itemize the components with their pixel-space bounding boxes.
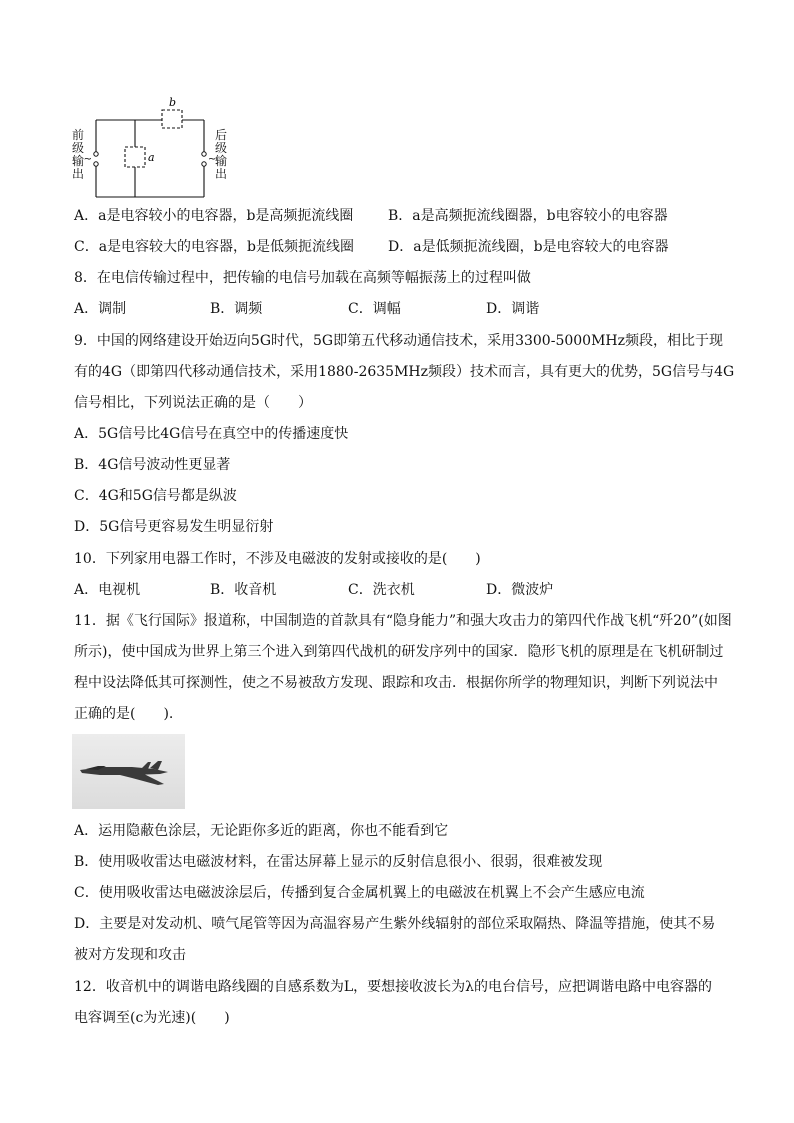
component-b-box bbox=[162, 110, 182, 128]
right-terminal-top bbox=[202, 152, 206, 156]
q8-option-b[interactable]: B．调频 bbox=[210, 301, 263, 317]
jet-icon bbox=[72, 734, 185, 809]
q12-stem-line2: 电容调至(c为光速)( ) bbox=[74, 1010, 230, 1026]
left-label-1: 前 bbox=[72, 128, 85, 142]
left-label-3: 输 bbox=[72, 154, 85, 168]
q9-option-a[interactable]: A．5G信号比4G信号在真空中的传播速度快 bbox=[74, 426, 349, 442]
q9-option-d[interactable]: D．5G信号更容易发生明显衍射 bbox=[74, 519, 274, 535]
q10-option-c[interactable]: C．洗衣机 bbox=[348, 582, 415, 598]
q11-option-d-line1[interactable]: D．主要是对发动机、喷气尾管等因为高温容易产生紫外线辐射的部位采取隔热、降温等措施，使其不易 bbox=[74, 916, 716, 932]
q9-stem-line2: 有的4G（即第四代移动通信技术，采用1880-2635MHz频段）技术而言，具有更大的优势，5G信号与4G bbox=[74, 364, 735, 380]
left-terminal-top bbox=[94, 152, 98, 156]
left-label-2: 级 bbox=[72, 141, 85, 155]
right-label-4: 出 bbox=[215, 167, 228, 181]
q11-option-b[interactable]: B．使用吸收雷达电磁波材料，在雷达屏幕上显示的反射信息很小、很弱，很难被发现 bbox=[74, 854, 603, 870]
q8-stem: 8．在电信传输过程中，把传输的电信号加载在高频等幅振荡上的过程叫做 bbox=[74, 270, 531, 286]
right-label-3: 输 bbox=[215, 154, 228, 168]
q9-option-b[interactable]: B．4G信号波动性更显著 bbox=[74, 457, 231, 473]
q8-option-a[interactable]: A．调制 bbox=[74, 301, 127, 317]
q10-stem: 10．下列家用电器工作时，不涉及电磁波的发射或接收的是( ) bbox=[74, 551, 481, 567]
right-tilde: ~ bbox=[208, 154, 217, 165]
q11-stem-line2: 所示)，使中国成为世界上第三个进入到第四代战机的研发序列中的国家．隐形飞机的原理是在飞机研制过 bbox=[74, 644, 724, 660]
q9-stem-line1: 9．中国的网络建设开始迈向5G时代，5G即第五代移动通信技术，采用3300-5000MHz频段，相比于现 bbox=[74, 333, 723, 349]
q7-option-d[interactable]: D．a是低频扼流线圈，b是电容较大的电容器 bbox=[388, 239, 669, 255]
left-tilde: ~ bbox=[83, 154, 92, 165]
q10-options bbox=[74, 580, 724, 600]
q8-options bbox=[74, 299, 724, 319]
q7-option-b[interactable]: B．a是高频扼流线圈器，b电容较小的电容器 bbox=[388, 208, 668, 224]
q7-options-row2 bbox=[74, 237, 724, 257]
q10-option-a[interactable]: A．电视机 bbox=[74, 582, 141, 598]
right-label-2: 级 bbox=[215, 141, 228, 155]
q11-stem-line4: 正确的是( ). bbox=[74, 706, 174, 722]
q11-stem-line1: 11．据《飞行国际》报道称，中国制造的首款具有“隐身能力”和强大攻击力的第四代作战飞机“歼20”(如图 bbox=[74, 613, 732, 629]
q7-option-a[interactable]: A．a是电容较小的电容器，b是高频扼流线圈 bbox=[74, 208, 354, 224]
q11-option-c[interactable]: C．使用吸收雷达电磁波涂层后，传播到复合金属机翼上的电磁波在机翼上不会产生感应电流 bbox=[74, 885, 645, 901]
q11-option-a[interactable]: A．运用隐蔽色涂层，无论距你多近的距离，你也不能看到它 bbox=[74, 823, 449, 839]
component-a-box bbox=[125, 147, 145, 167]
q8-option-d[interactable]: D．调谐 bbox=[486, 301, 540, 317]
q11-stem-line3: 程中设法降低其可探测性，使之不易被敌方发现、跟踪和攻击．根据你所学的物理知识，判断下列说法中 bbox=[74, 675, 718, 691]
label-b: b bbox=[169, 96, 177, 109]
q12-stem-line1: 12．收音机中的调谐电路线圈的自感系数为L，要想接收波长为λ的电台信号，应把调谐电路中电容器的 bbox=[74, 979, 712, 995]
q7-option-c[interactable]: C．a是电容较大的电容器，b是低频扼流线圈 bbox=[74, 239, 355, 255]
label-a: a bbox=[148, 151, 155, 164]
q10-option-d[interactable]: D．微波炉 bbox=[486, 582, 554, 598]
left-terminal-bottom bbox=[94, 162, 98, 166]
j20-jet-photo bbox=[72, 734, 185, 809]
q8-option-c[interactable]: C．调幅 bbox=[348, 301, 401, 317]
left-label-4: 出 bbox=[72, 167, 85, 181]
q7-options-row1 bbox=[74, 206, 724, 226]
right-terminal-bottom bbox=[202, 162, 206, 166]
q10-option-b[interactable]: B．收音机 bbox=[210, 582, 277, 598]
right-label-1: 后 bbox=[215, 128, 228, 142]
q9-option-c[interactable]: C．4G和5G信号都是纵波 bbox=[74, 488, 237, 504]
q9-stem-line3: 信号相比，下列说法正确的是（ ） bbox=[74, 395, 312, 411]
circuit-diagram bbox=[70, 94, 240, 204]
q11-option-d-line2[interactable]: 被对方发现和攻击 bbox=[74, 947, 186, 963]
